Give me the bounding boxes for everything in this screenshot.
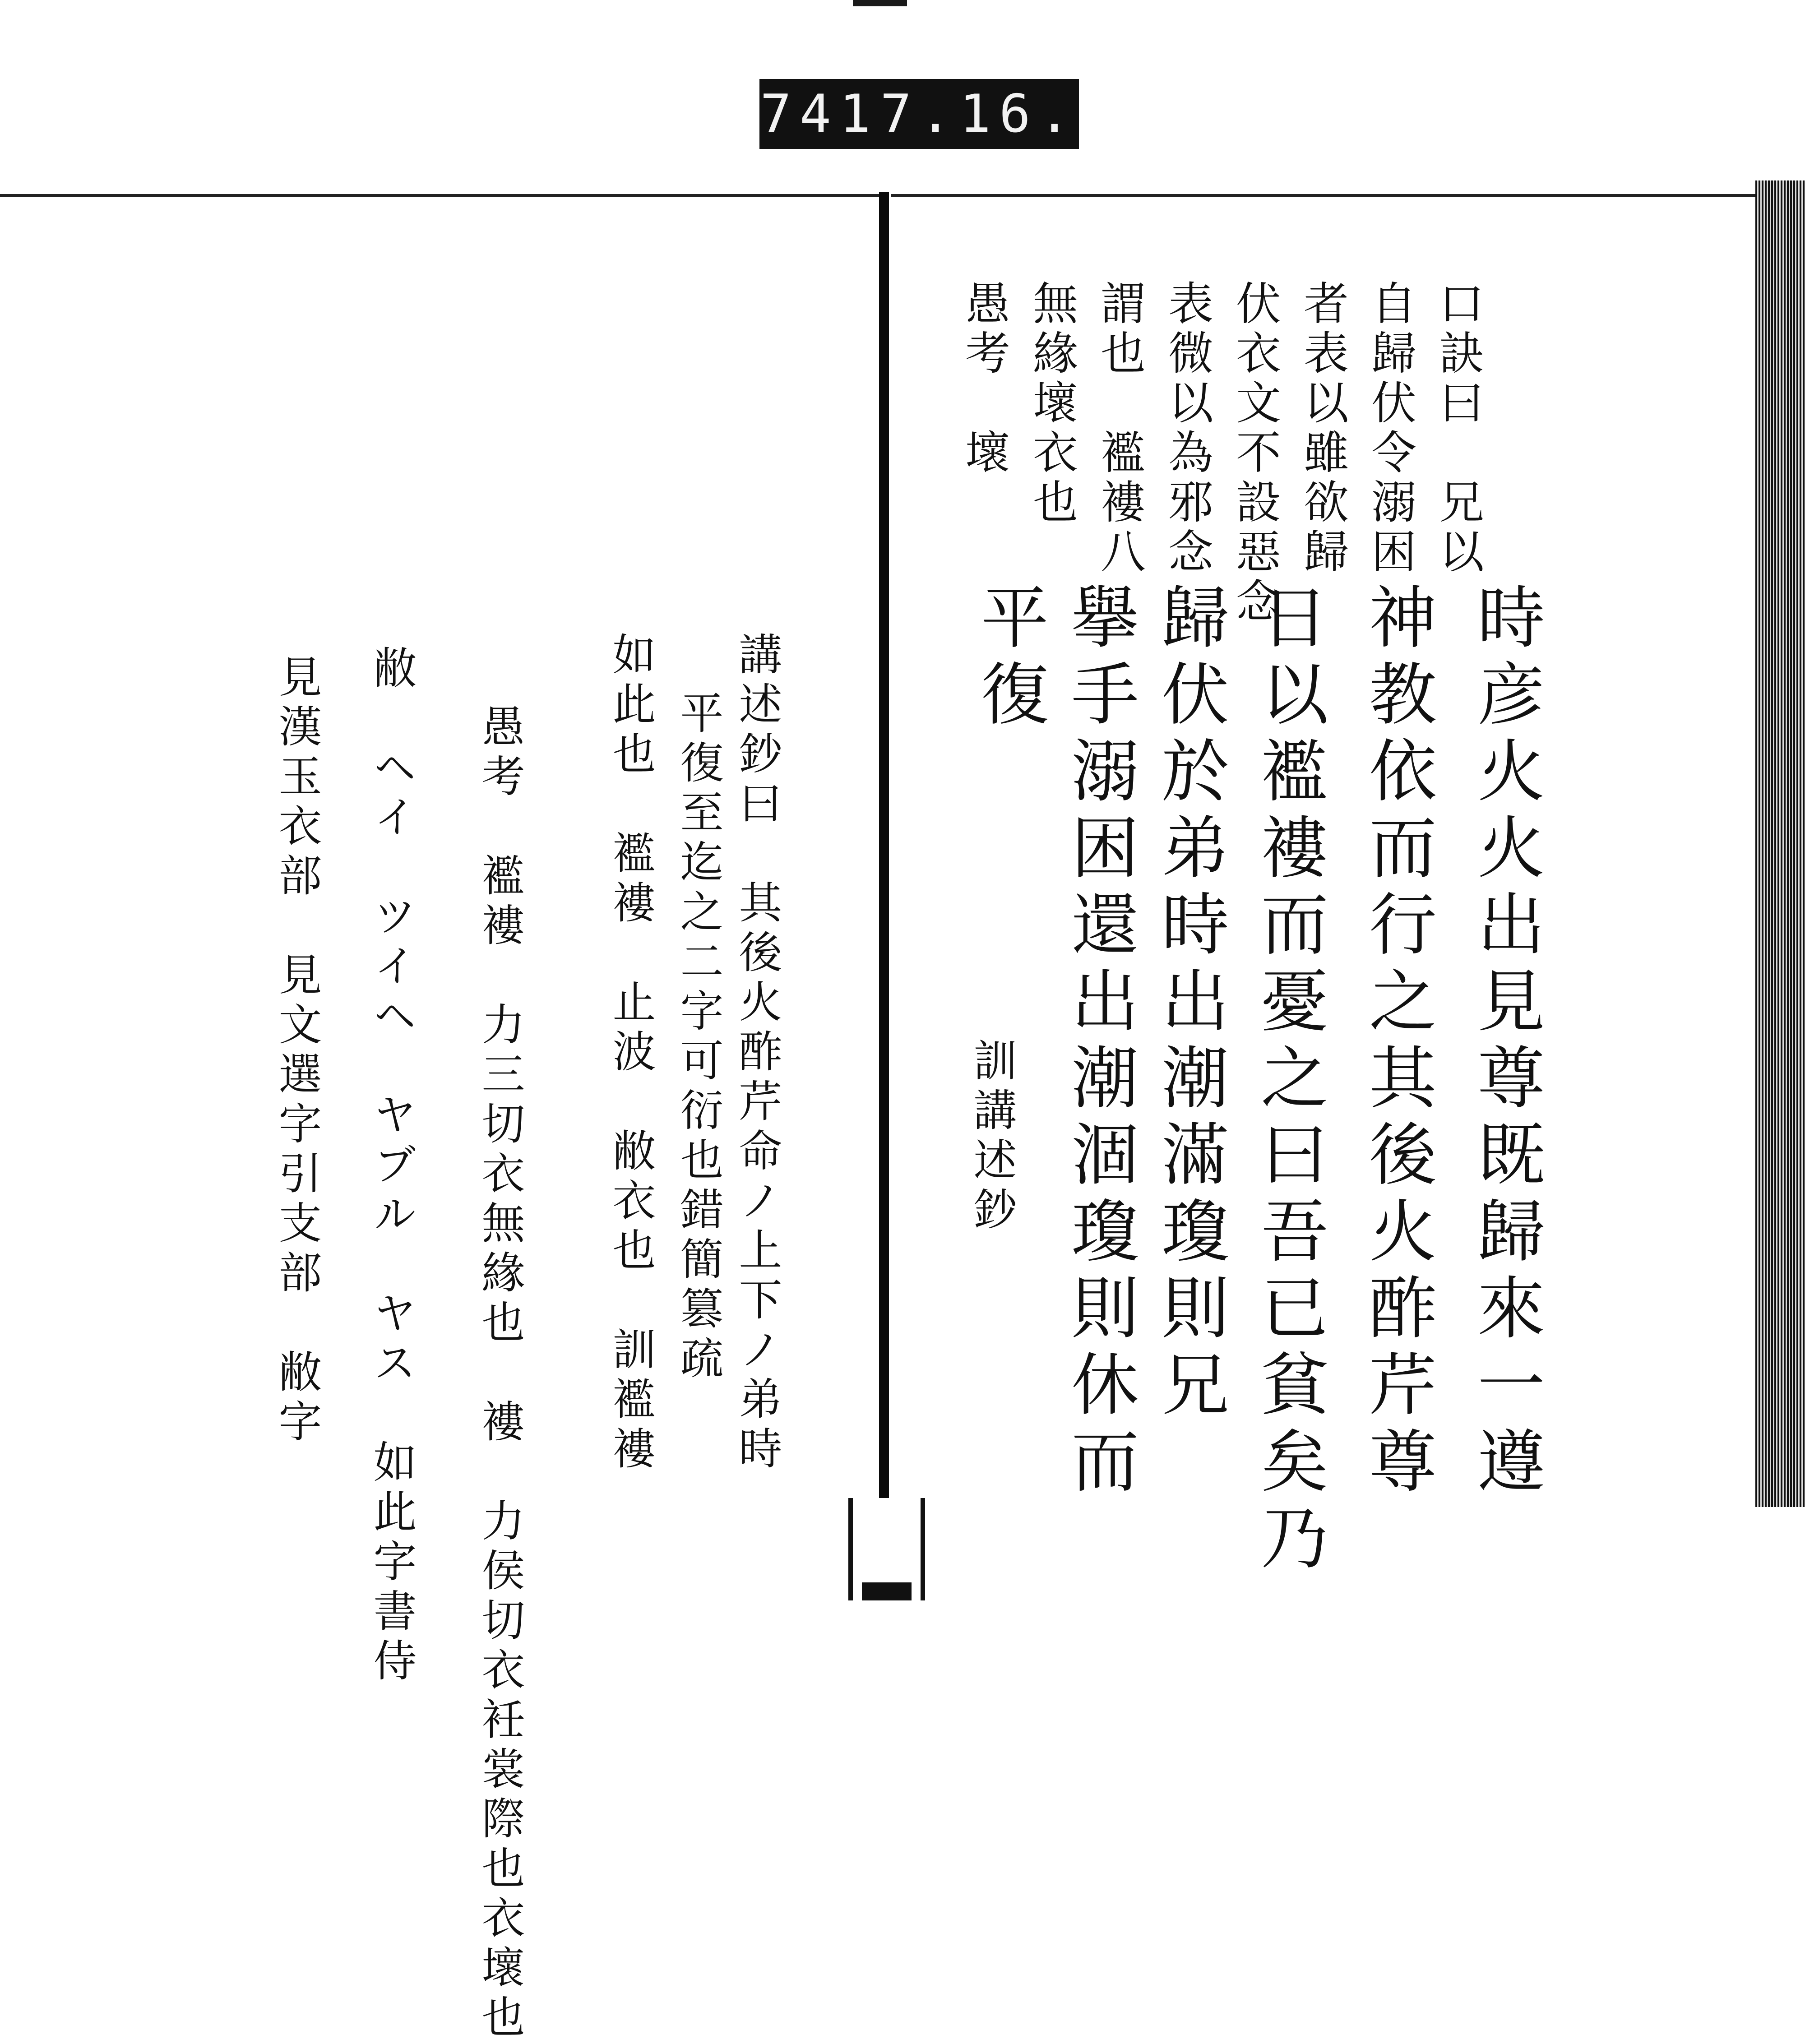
commentary-column-2: 自歸伏令溺困 [1364,280,1416,578]
commentary-column-7: 無緣壞衣也 [1025,280,1078,528]
bottom-clip [848,1498,925,1600]
main-text-column-4: 歸伏於弟時出潮滿瓊則兄 [1150,582,1228,1426]
main-text-column-5: 擧手溺困還出潮涸瓊則休而 [1060,582,1138,1503]
book-gutter [879,192,889,1505]
right-page-edge [1755,180,1805,1507]
left-column-1: 講述鈔曰 其後火酢芹命ノ上下ノ弟時 [732,632,782,1475]
left-column-5: 敝 ヘイ ツイヘ ヤブル ヤス 如此字書侍 [366,645,417,1688]
left-column-3: 如此也 襤褸 止波 敝衣也 訓襤褸 [606,632,656,1475]
commentary-column-4: 伏衣文不設惡念 [1228,280,1281,627]
main-text-column-2: 神教依而行之其後火酢芹尊 [1357,582,1436,1503]
commentary-column-8: 愚考 壞 [958,280,1010,478]
main-text-column-3: 日以襤褸而憂之曰吾已貧矣乃 [1249,582,1328,1579]
left-column-2: 平復至迄之二字可衍也錯簡篡疏 [673,690,724,1385]
catalog-label-left: 741 [760,83,879,144]
left-column-6: 見漢玉衣部 見文選字引支部 敝字 [272,654,322,1448]
commentary-column-3: 者表以雖欲歸 [1296,280,1349,578]
catalog-label-right: 7.16. [880,83,1078,144]
commentary-column-6: 謂也 襤褸八 [1093,280,1146,578]
commentary-column-5: 表微以為邪念 [1161,280,1213,578]
catalog-label [759,79,1079,149]
left-column-4: 愚考 襤褸 力三切衣無緣也 褸 力侯切衣衽裳際也衣壞也 [475,704,525,2044]
scan-bar-top [853,0,907,6]
main-text-column-6: 平復 [969,582,1048,735]
source-note: 訓講述鈔 [967,1038,1017,1236]
main-text-column-1: 時彦火火出見尊既歸來一遵 [1466,582,1544,1503]
commentary-column-1: 口訣曰 兄以 [1431,280,1484,578]
